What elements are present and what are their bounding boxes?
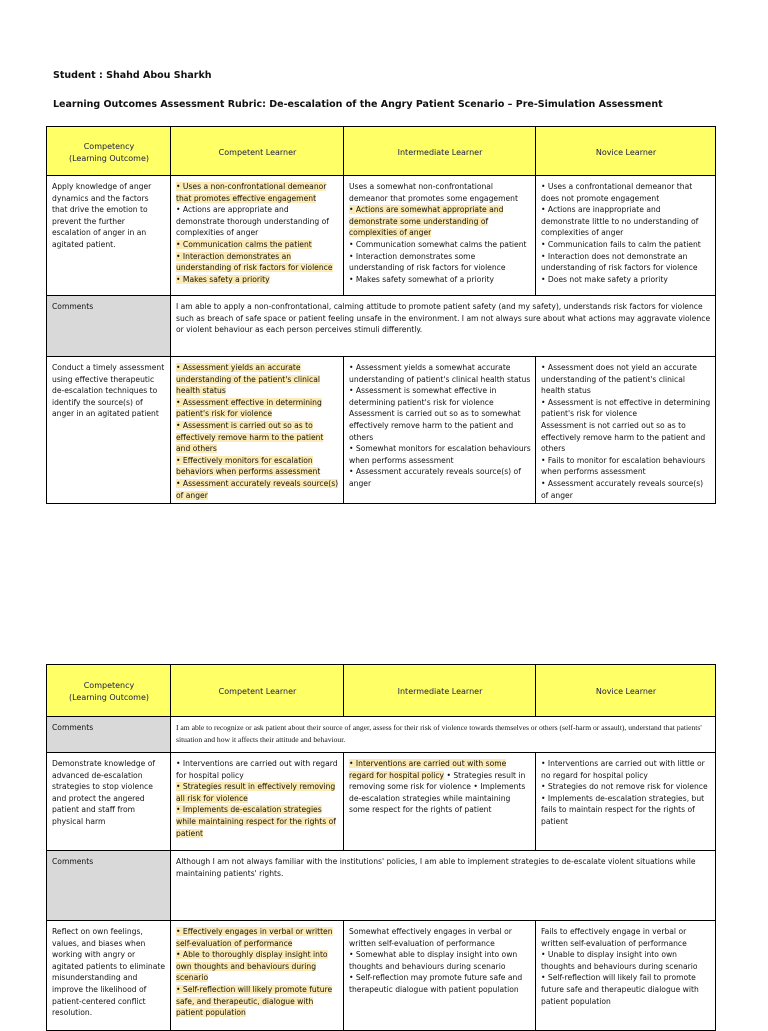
novice-cell <box>536 357 716 504</box>
comment-text: Although I am not always familiar with the institutions' policies, I am able to implement strategies to de-escalate violent situations while maintaining patients' rights. <box>171 851 716 921</box>
list-item: • Somewhat able to display insight into own thoughts and behaviours during scenario <box>349 950 518 971</box>
header-intermediate: Intermediate Learner <box>344 665 536 717</box>
list-item: • Assessment is carried out so as to effectively remove harm to the patient and others <box>176 420 324 454</box>
novice-cell <box>536 753 716 851</box>
list-item: • Assessment accurately reveals source(s) of anger <box>349 467 521 488</box>
header-competent: Competent Learner <box>171 665 344 717</box>
list-item: • Self-reflection may promote future safe and therapeutic dialogue with patient population <box>349 973 523 994</box>
list-item: • Effectively engages in verbal or written self-evaluation of performance <box>176 927 333 948</box>
list-item: • Self-reflection will likely fail to promote future safe and therapeutic dialogue with patient population <box>541 973 699 1006</box>
list-item: • Assessment accurately reveals source(s) of anger <box>176 478 339 500</box>
competent-cell <box>171 176 344 296</box>
list-item: • Communication fails to calm the patient <box>541 239 701 249</box>
list-item: • Assessment yields an accurate understanding of the patient's clinical health status <box>176 363 320 396</box>
list-item: • Strategies do not remove risk for violence <box>541 782 708 792</box>
list-item: • Actions are inappropriate and demonstrate little to no understanding of complexities of anger <box>541 205 699 238</box>
competent-cell <box>171 357 344 504</box>
list-item: • Interventions are carried out with regard for hospital policy <box>176 759 338 780</box>
table-row <box>47 357 716 504</box>
list-item: • Able to thoroughly display insight into own thoughts and behaviours during scenario <box>176 950 328 983</box>
header-competency <box>47 127 171 176</box>
comments-row <box>47 717 716 753</box>
header-intermediate: Intermediate Learner <box>344 127 536 176</box>
student-name: Student : Shahd Abou Sharkh <box>53 70 212 81</box>
list-item: • Assessment effective in determining patient's risk for violence <box>176 397 322 419</box>
list-item: • Implements de-escalation strategies while maintaining respect for the rights of patient <box>176 805 336 838</box>
comments-row <box>47 851 716 921</box>
list-item: • Assessment is not effective in determining patient's risk for violence <box>541 397 711 419</box>
header-novice: Novice Learner <box>536 127 716 176</box>
list-item: • Interaction does not demonstrate an understanding of risk factors for violence <box>541 251 698 273</box>
list-item: • Actions are somewhat appropriate and demonstrate some understanding of complexities of anger <box>349 205 504 238</box>
competency-cell: Demonstrate knowledge of advanced de-escalation strategies to stop violence and protect the angered patient and staff from physical harm <box>47 753 171 851</box>
header-competency-line1: Competency <box>83 681 135 690</box>
document-title: Learning Outcomes Assessment Rubric: De-escalation of the Angry Patient Scenario – Pre-Simulation Assessment <box>53 99 663 110</box>
list-item: • Interaction demonstrates an understanding of risk factors for violence <box>176 251 333 273</box>
intermediate-cell <box>344 176 536 296</box>
header-novice: Novice Learner <box>536 665 716 717</box>
intermediate-cell <box>344 921 536 1031</box>
competent-cell <box>171 753 344 851</box>
table-row <box>47 753 716 851</box>
list-item: • Strategies result in removing some risk for violence • Implements de-escalation strategies while maintaining some respect for the rights of patient <box>349 770 526 815</box>
list-item: • Interventions are carried out with some regard for hospital policy <box>349 759 507 780</box>
rubric-table-2 <box>46 664 716 1031</box>
list-item: • Implements de-escalation strategies, but fails to maintain respect for the rights of patient <box>541 793 705 826</box>
list-item: • Uses a confrontational demeanor that does not promote engagement <box>541 182 693 203</box>
comments-row <box>47 296 716 357</box>
list-item: • Interaction demonstrates some understanding of risk factors for violence <box>349 251 506 273</box>
rubric-table-1 <box>46 126 716 504</box>
comments-label: Comments <box>47 851 171 921</box>
competent-cell <box>171 921 344 1031</box>
header-competency-line2: (Learning Outcome) <box>68 693 150 702</box>
list-item: • Makes safety a priority <box>176 274 270 284</box>
list-item: • Assessment is somewhat effective in determining patient's risk for violence <box>349 386 497 407</box>
intermediate-cell <box>344 753 536 851</box>
list-item: Uses a somewhat non-confrontational demeanor that promotes some engagement <box>349 182 518 203</box>
header-row <box>47 127 716 176</box>
header-competency-line1: Competency <box>83 141 135 151</box>
comments-label: Comments <box>47 296 171 357</box>
list-item: • Makes safety somewhat of a priority <box>349 274 495 284</box>
comment-text: I am able to recognize or ask patient about their source of anger, assess for their risk of violence towards themselves or others (self-harm or assault), understand that patients' situation and how it affects their attitude and behaviour. <box>171 717 716 753</box>
header-competent: Competent Learner <box>171 127 344 176</box>
competency-cell: Reflect on own feelings, values, and biases when working with angry or agitated patients to eliminate misunderstanding and improve the likelihood of patient-centered conflict resolution. <box>47 921 171 1031</box>
list-item: Somewhat effectively engages in verbal or written self-evaluation of performance <box>349 927 512 948</box>
novice-cell <box>536 921 716 1031</box>
list-item: Assessment is not carried out so as to effectively remove harm to the patient and others <box>541 420 706 454</box>
comment-text: I am able to apply a non-confrontational, calming attitude to promote patient safety (and my safety), understands risk factors for violence such as breach of safe space or patient feeling unsafe in the environment. I am not always sure about what actions may aggravate violence or violent behaviour as each person perceives stimuli differently. <box>171 296 716 357</box>
list-item: • Effectively monitors for escalation behaviors when performs assessment <box>176 455 321 477</box>
list-item: • Assessment does not yield an accurate understanding of the patient's clinical health status <box>541 363 697 396</box>
header-competency <box>47 665 171 717</box>
list-item: • Actions are appropriate and demonstrate thorough understanding of complexities of anger <box>176 205 329 238</box>
list-item: Assessment is carried out so as to somewhat effectively remove harm to the patient and others <box>349 409 521 442</box>
header-row <box>47 665 716 717</box>
list-item: • Communication calms the patient <box>176 239 312 249</box>
competency-cell: Apply knowledge of anger dynamics and the factors that drive the emotion to prevent the further escalation of anger in an agitated patient. <box>47 176 171 296</box>
list-item: • Interventions are carried out with little or no regard for hospital policy <box>541 759 705 780</box>
list-item: • Communication somewhat calms the patient <box>349 239 527 249</box>
list-item: Fails to effectively engage in verbal or written self-evaluation of performance <box>541 927 687 948</box>
intermediate-cell <box>344 357 536 504</box>
list-item: • Unable to display insight into own thoughts and behaviours during scenario <box>541 950 698 971</box>
list-item: • Does not make safety a priority <box>541 274 668 284</box>
list-item: • Strategies result in effectively removing all risk for violence <box>176 782 336 803</box>
table-row <box>47 921 716 1031</box>
header-competency-line2: (Learning Outcome) <box>68 153 150 163</box>
list-item: • Fails to monitor for escalation behaviours when performs assessment <box>541 455 706 477</box>
comments-label: Comments <box>47 717 171 753</box>
list-item: • Self-reflection will likely promote future safe, and therapeutic, dialogue with patient population <box>176 984 333 1018</box>
competency-cell: Conduct a timely assessment using effective therapeutic de-escalation techniques to identify the source(s) of anger in an agitated patient <box>47 357 171 504</box>
novice-cell <box>536 176 716 296</box>
list-item: • Somewhat monitors for escalation behaviours when performs assessment <box>349 444 531 465</box>
table-row <box>47 176 716 296</box>
list-item: • Assessment accurately reveals source(s) of anger <box>541 478 704 500</box>
list-item: • Uses a non-confrontational demeanor that promotes effective engagement <box>176 182 327 203</box>
list-item: • Assessment yields a somewhat accurate understanding of patient's clinical health status <box>349 363 531 384</box>
